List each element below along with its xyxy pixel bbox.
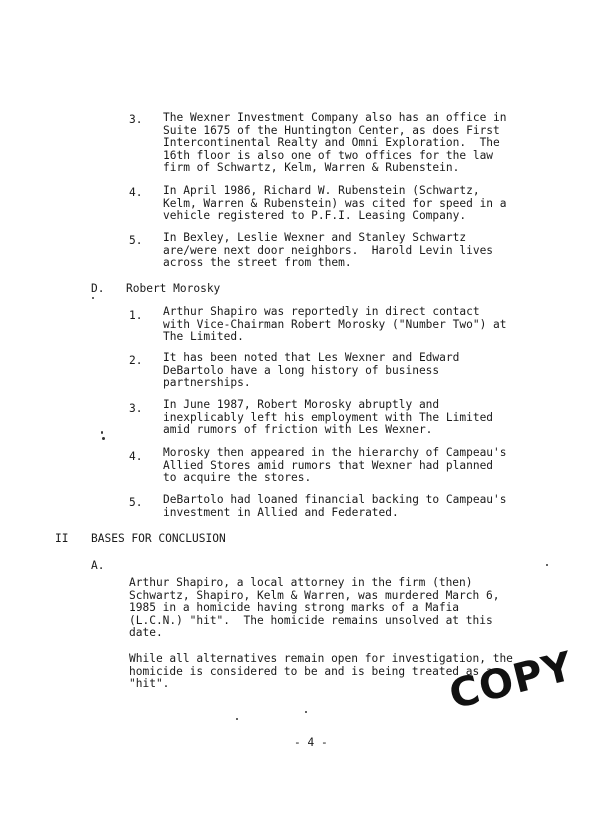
text-line: Intercontinental Realty and Omni Exploration. The — [163, 136, 500, 150]
text-line: 1985 in a homicide having strong marks of a Mafia — [129, 601, 460, 615]
page-number: - 4 - — [294, 736, 328, 749]
item-number: 5. — [129, 234, 143, 247]
sub-label: A. — [91, 559, 105, 572]
text-line: In Bexley, Leslie Wexner and Stanley Schwartz — [163, 231, 467, 244]
text-line: amid rumors of friction with Les Wexner. — [163, 423, 433, 437]
text-line: While all alternatives remain open for investigation, the — [129, 652, 513, 665]
text-line: The Limited. — [163, 330, 244, 344]
item-text — [163, 112, 538, 175]
text-line: vehicle registered to P.F.I. Leasing Company. — [163, 209, 467, 223]
section-heading: Robert Morosky — [126, 282, 221, 295]
text-line: homicide is considered to be and is being treated as a — [129, 664, 493, 678]
item-text — [163, 447, 538, 485]
text-line: It has been noted that Les Wexner and Edward — [163, 351, 460, 364]
text-line: In June 1987, Robert Morosky abruptly and — [163, 398, 440, 411]
scan-speck — [92, 297, 94, 299]
section-heading: BASES FOR CONCLUSION — [91, 532, 226, 545]
scan-speck — [305, 711, 307, 713]
item-text — [163, 306, 538, 344]
text-line: DeBartolo have a long history of business — [163, 363, 440, 377]
text-line: investment in Allied and Federated. — [163, 505, 399, 519]
item-number: 3. — [129, 113, 143, 126]
item-text — [163, 399, 538, 437]
text-line: DeBartolo had loaned financial backing to Campeau's — [163, 493, 507, 506]
item-number: 5. — [129, 496, 143, 509]
text-line: Arthur Shapiro, a local attorney in the firm (then) — [129, 576, 473, 589]
item-text — [163, 232, 538, 270]
item-text — [163, 352, 538, 390]
text-line: to acquire the stores. — [163, 471, 312, 485]
text-line: across the street from them. — [163, 256, 352, 270]
item-number: 4. — [129, 186, 143, 199]
text-line: In April 1986, Richard W. Rubenstein (Schwartz, — [163, 184, 480, 197]
item-number: 3. — [129, 402, 143, 415]
copy-stamp: COPY — [444, 643, 578, 719]
text-line: 16th floor is also one of two offices for the law — [163, 148, 494, 162]
item-text — [163, 185, 538, 223]
text-line: date. — [129, 626, 163, 640]
item-text — [163, 494, 538, 519]
text-line: with Vice-Chairman Robert Morosky ("Number Two") at — [163, 317, 507, 331]
text-line: Allied Stores amid rumors that Wexner had planned — [163, 458, 494, 472]
item-number: 1. — [129, 309, 143, 322]
text-line: Kelm, Warren & Rubenstein) was cited for speed in a — [163, 196, 507, 210]
scan-speck — [101, 431, 103, 434]
body-paragraph — [129, 577, 537, 640]
item-number: 4. — [129, 450, 143, 463]
text-line: Arthur Shapiro was reportedly in direct contact — [163, 305, 480, 318]
text-line: are/were next door neighbors. Harold Levin lives — [163, 243, 494, 257]
text-line: firm of Schwartz, Kelm, Warren & Rubenstein. — [163, 161, 460, 175]
text-line: "hit". — [129, 677, 170, 691]
scan-speck — [102, 437, 105, 440]
text-line: Morosky then appeared in the hierarchy of Campeau's — [163, 446, 507, 459]
text-line: Schwartz, Shapiro, Kelm & Warren, was murdered March 6, — [129, 588, 500, 602]
text-line: Suite 1675 of the Huntington Center, as does First — [163, 123, 500, 137]
text-line: (L.C.N.) "hit". The homicide remains unsolved at this — [129, 613, 493, 627]
scan-speck — [546, 564, 548, 566]
text-line: The Wexner Investment Company also has an office in — [163, 111, 507, 124]
scan-speck — [236, 718, 238, 720]
section-label: II — [55, 532, 69, 545]
section-label: D. — [91, 282, 105, 295]
text-line: inexplicably left his employment with The Limited — [163, 410, 494, 424]
text-line: partnerships. — [163, 376, 251, 390]
item-number: 2. — [129, 354, 143, 367]
